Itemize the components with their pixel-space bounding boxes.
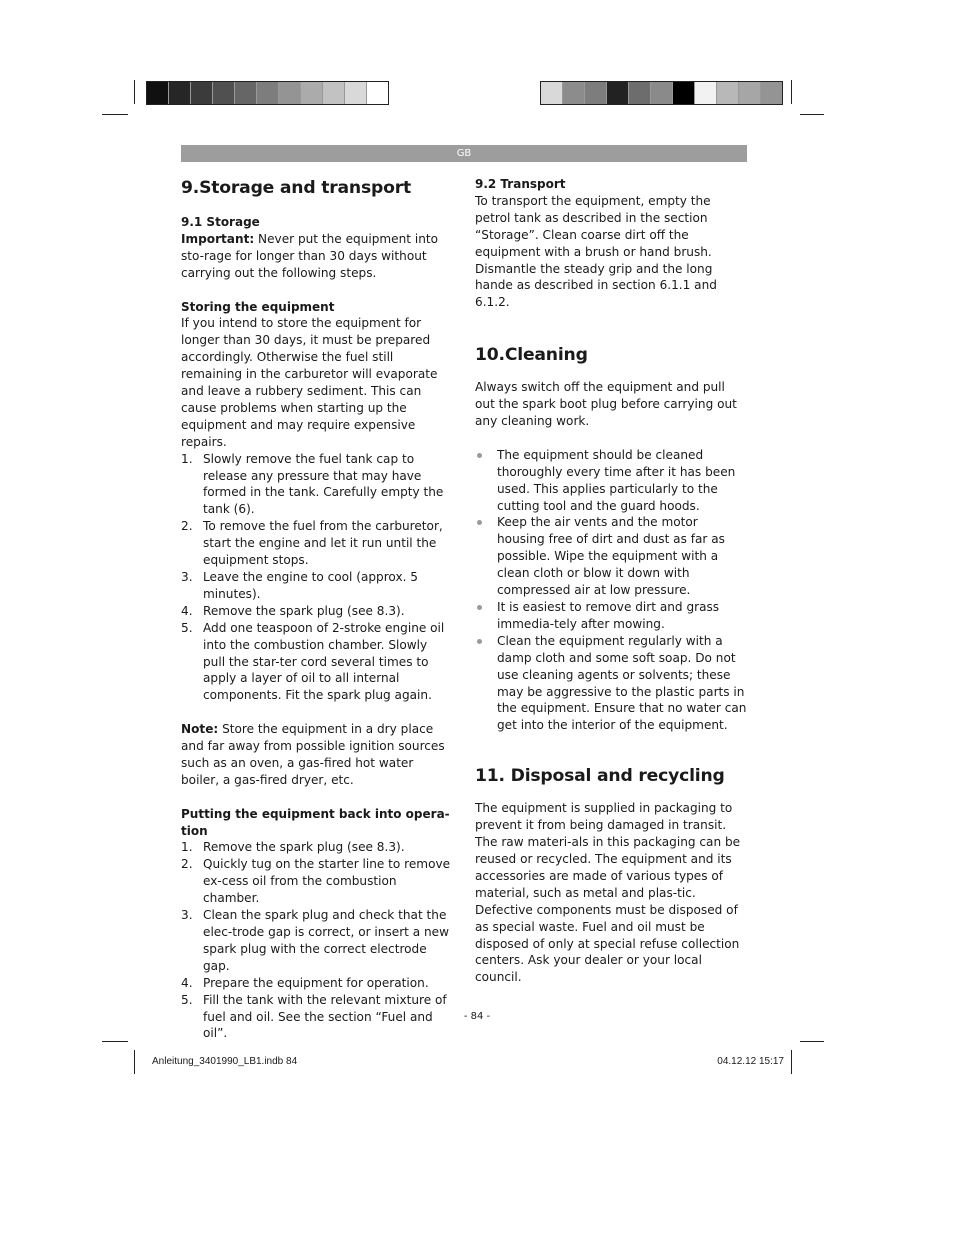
list-item-text: Clean the spark plug and check that the elec-trode gap is correct, or insert a new spark plug with the correct electrode gap. [203,908,450,973]
color-swatch [169,82,191,104]
bullet-text: Keep the air vents and the motor housing free of dirt and dust as far as possible. Wipe the equipment with a clean cloth or blow it down with compressed air at low pressure. [497,515,725,598]
crop-mark [800,114,824,115]
transport-paragraph: To transport the equipment, empty the petrol tank as described in the section “Storage”. Clean coarse dirt off the equipment with a brush or hand brush. Dismantle the steady grip and the long hande as described in section 6.1.1 and 6.1.2. [475,193,717,310]
color-swatch [235,82,257,104]
language-tab: GB [181,145,747,162]
color-swatch [191,82,213,104]
list-item-number: 2. [181,857,193,872]
list-item [181,907,453,975]
left-column [181,176,453,1042]
cleaning-intro: Always switch off the equipment and pull out the spark boot plug before carrying out any cleaning work. [475,380,737,429]
list-item-text: Slowly remove the fuel tank cap to release any pressure that may have formed in the tank. Carefully empty the tank (6). [203,451,444,517]
disposal-paragraph: The equipment is supplied in packaging to prevent it from being damaged in transit. The raw materi-als in this packaging can be reused or recycled. The equipment and its accessories are made of various types of material, such as metal and plas-tic. Defective components must be disposed of as special waste. Fuel and oil must be disposed of only at special refuse collection centers. Ask your dealer or your local council. [475,801,741,985]
footer-file-name: Anleitung_3401990_LB1.indb 84 [152,1056,298,1067]
list-item-text: Add one teaspoon of 2-stroke engine oil into the combustion chamber. Slowly pull the star-ter cord several times to apply a layer of oil to all internal components. Fit the spark plug again. [203,620,445,703]
bullet-item [475,599,747,633]
list-item [181,620,453,705]
print-color-bar-right [540,81,783,105]
subsection-title-transport: 9.2 Transport [475,177,566,191]
list-item [181,603,453,620]
storing-steps-list [181,451,453,705]
color-swatch [367,82,388,104]
crop-mark [791,80,792,104]
bullet-text: It is easiest to remove dirt and grass immedia-tely after mowing. [497,600,720,631]
color-swatch [279,82,301,104]
list-item [181,975,453,992]
list-item-text: Fill the tank with the relevant mixture of fuel and oil. See the section “Fuel and oil”. [203,992,447,1041]
list-item-text: Prepare the equipment for operation. [203,975,429,990]
list-item-number: 3. [181,908,193,923]
list-item-number: 4. [181,603,193,618]
bullet-item [475,633,747,734]
important-label: Important: [181,231,255,246]
crop-mark [102,114,128,115]
color-swatch [607,82,629,104]
list-item [181,451,453,519]
storing-heading: Storing the equipment [181,299,335,314]
color-swatch [345,82,367,104]
list-item [181,569,453,603]
color-swatch [695,82,717,104]
section-title-storage-transport: 9.Storage and transport [181,178,411,198]
page-number: - 84 - [463,1011,491,1022]
crop-mark [800,1041,824,1042]
print-color-bar-left [146,81,389,105]
bullet-item [475,447,747,515]
list-item-number: 3. [181,570,193,585]
bullet-dot-icon [477,453,482,458]
list-item-number: 5. [181,992,193,1007]
crop-mark [102,1041,128,1042]
note-label: Note: [181,722,219,737]
list-item [181,839,453,856]
list-item [181,856,453,907]
color-swatch [585,82,607,104]
right-column [475,176,747,986]
list-item-number: 2. [181,519,193,534]
cleaning-bullet-list [475,447,747,734]
important-text: Never put the equipment into sto-rage for longer than 30 days without carrying out the following steps. [181,231,439,280]
color-swatch [147,82,169,104]
list-item-text: Remove the spark plug (see 8.3). [203,603,405,618]
color-swatch [213,82,235,104]
subsection-title-storage: 9.1 Storage [181,215,260,229]
putting-back-heading: Putting the equipment back into opera-tion [181,806,450,838]
list-item-number: 1. [181,840,193,855]
color-swatch [541,82,563,104]
color-swatch [717,82,739,104]
color-swatch [629,82,651,104]
bullet-dot-icon [477,520,482,525]
bullet-dot-icon [477,639,482,644]
list-item-text: To remove the fuel from the carburetor, start the engine and let it run until the equipment stops. [203,519,443,568]
list-item [181,518,453,569]
storing-paragraph: If you intend to store the equipment for longer than 30 days, it must be prepared accordingly. Otherwise the fuel still remaining in the carburetor will evaporate and leave a rubbery sediment. This can cause problems when starting up the equipment and may require expensive repairs. [181,316,438,449]
list-item-text: Quickly tug on the starter line to remove ex-cess oil from the combustion chamber. [203,857,451,906]
note-text: Store the equipment in a dry place and far away from possible ignition sources such as an oven, a gas-fired hot water boiler, a gas-fired dryer, etc. [181,722,445,787]
bullet-dot-icon [477,605,482,610]
color-swatch [739,82,761,104]
list-item-number: 1. [181,451,193,466]
color-swatch [563,82,585,104]
note-paragraph [181,721,453,789]
list-item-number: 4. [181,975,193,990]
footer-date: 04.12.12 15:17 [717,1056,784,1067]
section-title-disposal: 11. Disposal and recycling [475,766,725,787]
bullet-item [475,514,747,599]
list-item-text: Remove the spark plug (see 8.3). [203,840,405,855]
color-swatch [323,82,345,104]
important-paragraph [181,231,453,282]
list-item-text: Leave the engine to cool (approx. 5 minutes). [203,570,418,601]
crop-mark [134,80,135,104]
bullet-text: Clean the equipment regularly with a damp cloth and some soft soap. Do not use cleaning agents or solvents; these may be aggressive to the plastic parts in the equipment. Ensure that no water can get into the interior of the equipment. [497,633,747,733]
color-swatch [257,82,279,104]
color-swatch [651,82,673,104]
section-title-cleaning: 10.Cleaning [475,345,588,366]
color-swatch [301,82,323,104]
list-item-number: 5. [181,620,193,635]
color-swatch [761,82,782,104]
crop-mark [134,1050,135,1074]
color-swatch [673,82,695,104]
crop-mark [791,1050,792,1074]
bullet-text: The equipment should be cleaned thoroughly every time after it has been used. This applies particularly to the cutting tool and the guard hoods. [497,447,736,513]
